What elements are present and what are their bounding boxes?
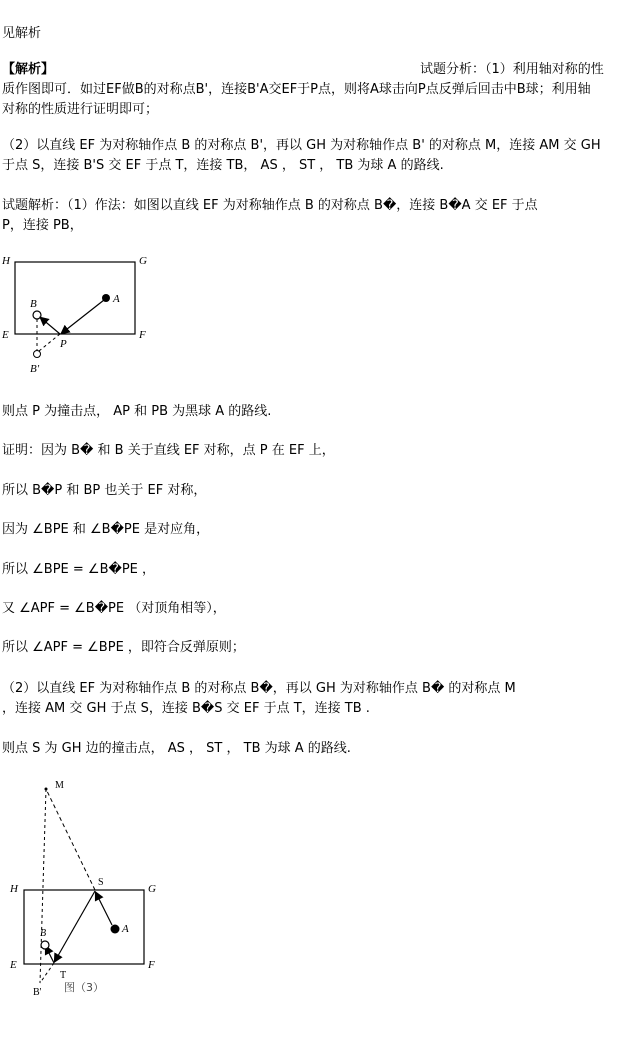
solution-after-figure-1: 则点 P 为撞击点， AP 和 PB 为黑球 A 的路线. [2,404,272,419]
label-T: T [60,970,67,981]
label-E: E [2,329,9,341]
analysis-part2-line-2: 于点 S，连接 B'S 交 EF 于点 T，连接 TB， AS ， ST ， TB 为球 A 的路线. [2,158,444,173]
label-B: B [30,298,37,310]
solution-part2-line-2: ，连接 AM 交 GH 于点 S，连接 B�S 交 EF 于点 T，连接 TB . [2,701,370,716]
path-S-to-T [55,891,95,961]
analysis-line-1: 试题分析：（1）利用轴对称的性 [420,62,604,77]
proof-line-2: 所以 B�P 和 BP 也关于 EF 对称， [2,483,207,498]
label-E: E [10,959,17,971]
ball-A [111,925,120,934]
label-G: G [139,255,147,267]
figure-caption: 图（3） [64,981,104,994]
label-P: P [60,338,67,350]
label-A: A [113,293,120,305]
solution-intro-line-2: P，连接 PB， [2,218,83,233]
path-A-to-P [62,300,104,333]
proof-line-5: 又 ∠APF = ∠B�PE （对顶角相等）， [2,601,226,616]
proof-line-3: 因为 ∠BPE 和 ∠B�PE 是对应角， [2,522,210,537]
dashed-S-to-M [46,789,95,890]
dashed-P-to-Bprime [39,334,60,351]
label-B: B [40,928,47,939]
label-F: F [148,959,155,971]
ball-B [41,941,49,949]
label-F: F [139,329,146,341]
proof-line-6: 所以 ∠APF = ∠BPE ，即符合反弹原则； [2,640,245,655]
ball-B [33,311,41,319]
dashed-T-to-Bprime [40,963,54,983]
label-G: G [148,883,156,895]
label-H: H [10,883,18,895]
label-A: A [122,923,129,935]
analysis-part2-line-1: （2）以直线 EF 为对称轴作点 B 的对称点 B'，再以 GH 为对称轴作点 B' 的对称点 M，连接 AM 交 GH [2,138,601,153]
solution-final-line: 则点 S 为 GH 边的撞击点， AS ， ST ， TB 为球 A 的路线. [2,741,351,756]
path-A-to-S [96,893,112,925]
figure-2 [0,775,175,1000]
point-B-prime [34,351,41,358]
solution-part2-line-1: （2）以直线 EF 为对称轴作点 B 的对称点 B�，再以 GH 为对称轴作点 B� 的对称点 M [2,681,516,696]
dashed-M-to-Bprime [40,789,46,983]
analysis-title: 【解析】 [2,62,55,77]
label-B-prime: B' [33,987,42,998]
path-P-to-B [41,318,60,334]
path-T-to-B [46,947,54,963]
analysis-line-3: 对称的性质进行证明即可； [2,102,159,117]
label-B-prime: B' [30,363,40,375]
label-M: M [55,780,64,791]
proof-line-4: 所以 ∠BPE = ∠B�PE ， [2,562,156,577]
figure-1 [0,250,170,380]
label-S: S [98,877,104,888]
label-H: H [2,255,10,267]
analysis-line-2: 质作图即可．如过EF做B的对称点B'，连接B'A交EF于P点，则将A球击向P点反弹后回击中B球；利用轴 [2,82,591,97]
solution-intro-line-1: 试题解析：（1）作法：如图以直线 EF 为对称轴作点 B 的对称点 B�，连接 B�A 交 EF 于点 [2,198,538,213]
answer-reference: 见解析 [2,26,42,41]
proof-line-1: 证明：因为 B� 和 B 关于直线 EF 对称，点 P 在 EF 上， [2,443,335,458]
